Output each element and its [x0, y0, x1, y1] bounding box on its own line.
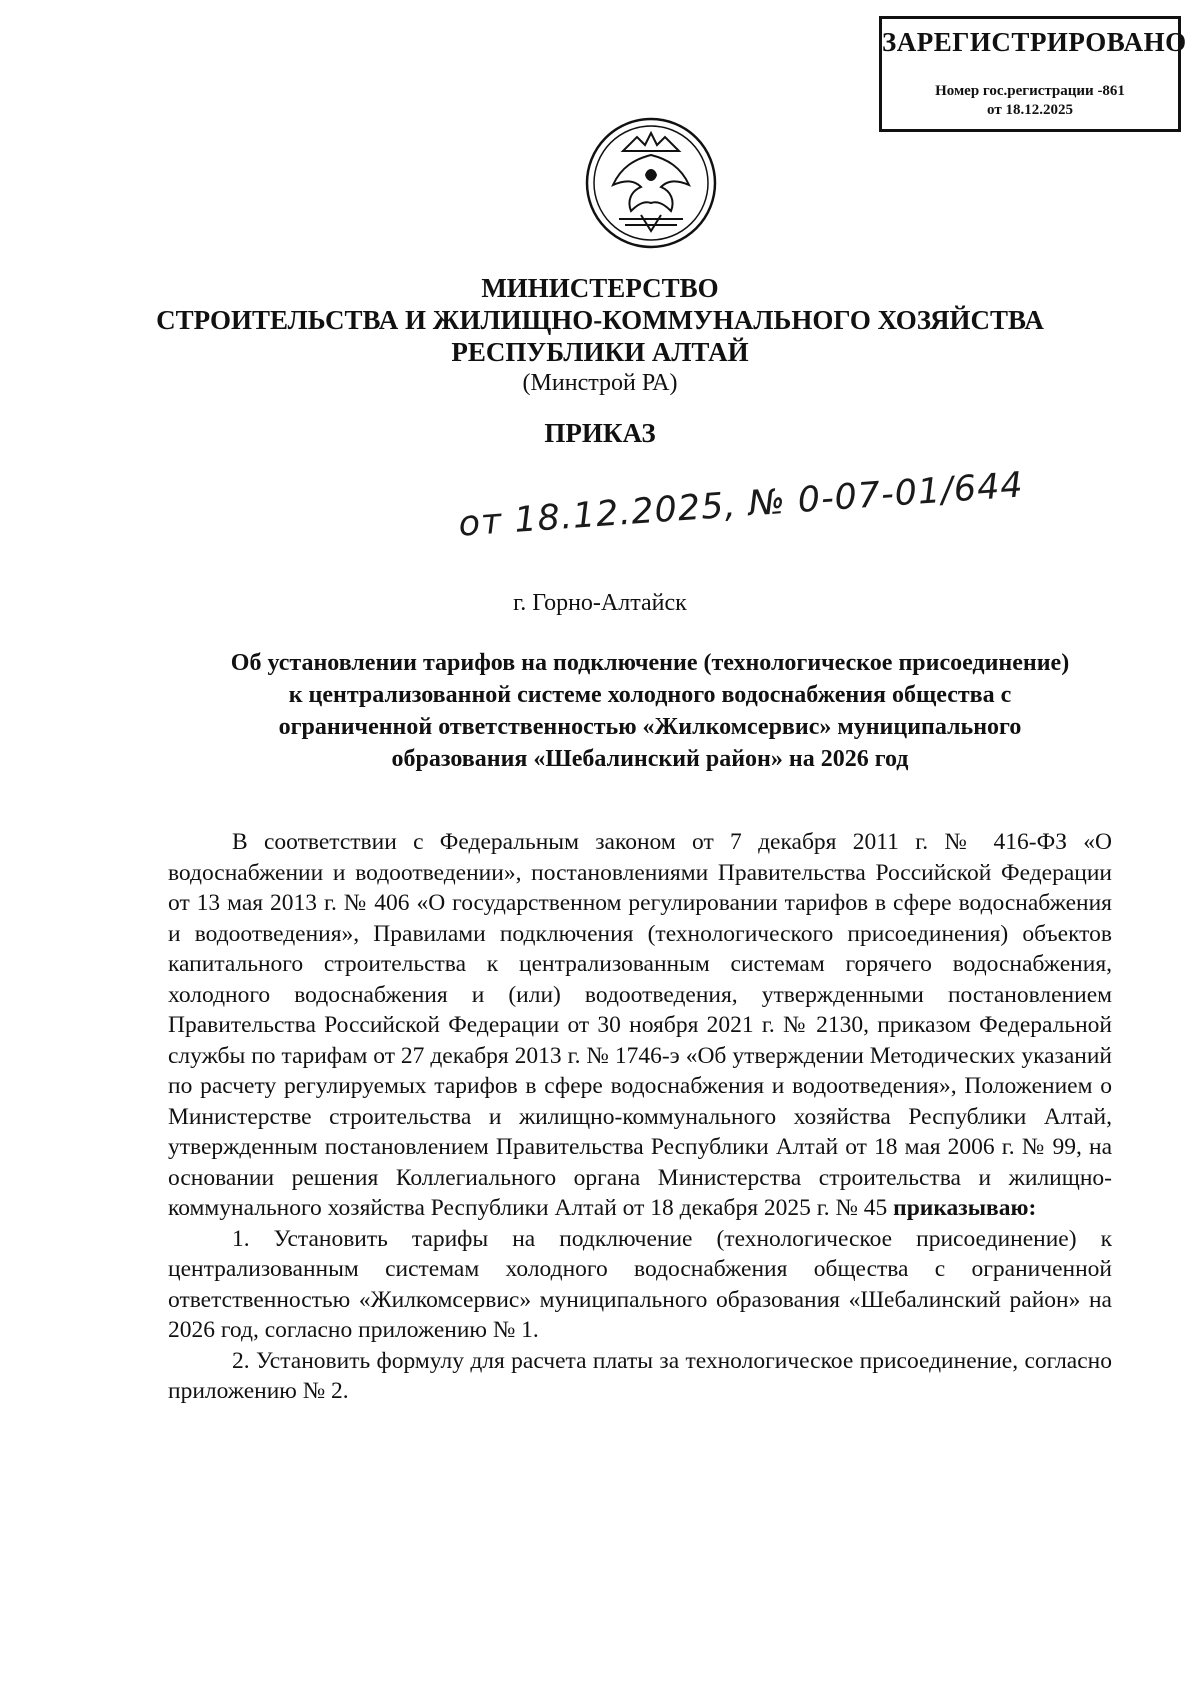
ministry-line-3: РЕСПУБЛИКИ АЛТАЙ — [451, 337, 749, 367]
ministry-line-2: СТРОИТЕЛЬСТВА И ЖИЛИЩНО-КОММУНАЛЬНОГО ХОЗЯЙСТВА — [156, 305, 1044, 335]
title-line-3: ограниченной ответственностью «Жилкомсервис» муниципального — [278, 714, 1022, 740]
preamble-text: В соответствии с Федеральным законом от 7 декабря 2011 г. № 416-ФЗ «О водоснабжении и водоотведении», постановлениями Правительства Российской Федерации от 13 мая 2013 г. № 406 «О государственном регулировании тарифов в сфере водоснабжения и водоотведения», Правилами подключения (технологического присоединения) объектов капитального строительства к централизованным системам горячего водоснабжения, холодного водоснабжения и (или) водоотведения, утвержденными постановлением Правительства Российской Федерации от 30 ноября 2021 г. № 2130, приказом Федеральной службы по тарифам от 27 декабря 2013 г. № 1746-э «Об утверждении Методических указаний по расчету регулируемых тарифов в сфере водоснабжения и водоотведения», Положением о Министерстве строительства и жилищно-коммунального хозяйства Республики Алтай, утвержденным постановлением Правительства Республики Алтай от 18 мая 2006 г. № 99, на основании решения Коллегиального органа Министерства строительства и жилищно-коммунального хозяйства Республики Алтай от 18 декабря 2025 г. № 45 — [168, 829, 1112, 1221]
city: г. Горно-Алтайск — [513, 590, 687, 616]
stamp-title: ЗАРЕГИСТРИРОВАНО — [882, 27, 1187, 57]
registration-stamp — [879, 16, 1187, 132]
ministry-line-1: МИНИСТЕРСТВО — [481, 273, 719, 303]
handwritten-order-number: от 18.12.2025, № 0-07-01/644 — [457, 465, 1025, 545]
document-body — [168, 827, 1112, 1407]
item-2: 2. Установить формулу для расчета платы за технологическое присоединение, согласно приложению № 2. — [168, 1347, 1112, 1404]
item-1: 1. Установить тарифы на подключение (технологическое присоединение) к централизованным системам холодного водоснабжения общества с ограниченной ответственностью «Жилкомсервис» муниципального образования «Шебалинский район» на 2026 год, согласно приложению № 1. — [168, 1225, 1112, 1343]
ministry-name — [0, 272, 1200, 368]
title-line-2: к централизованной системе холодного водоснабжения общества с — [288, 682, 1012, 708]
ministry-short-name: (Минстрой РА) — [522, 370, 678, 396]
title-line-4: образования «Шебалинский район» на 2026 год — [391, 746, 909, 772]
stamp-reg-number: Номер гос.регистрации -861 — [935, 83, 1125, 99]
stamp-reg-date: от 18.12.2025 — [987, 102, 1073, 118]
document-type: ПРИКАЗ — [544, 418, 656, 448]
document-title — [160, 647, 1140, 775]
order-word: приказываю: — [893, 1195, 1037, 1221]
title-line-1: Об установлении тарифов на подключение (технологическое присоединение) — [230, 650, 1070, 676]
preamble-paragraph — [168, 827, 1112, 1224]
coat-of-arms-emblem-icon — [583, 115, 719, 251]
